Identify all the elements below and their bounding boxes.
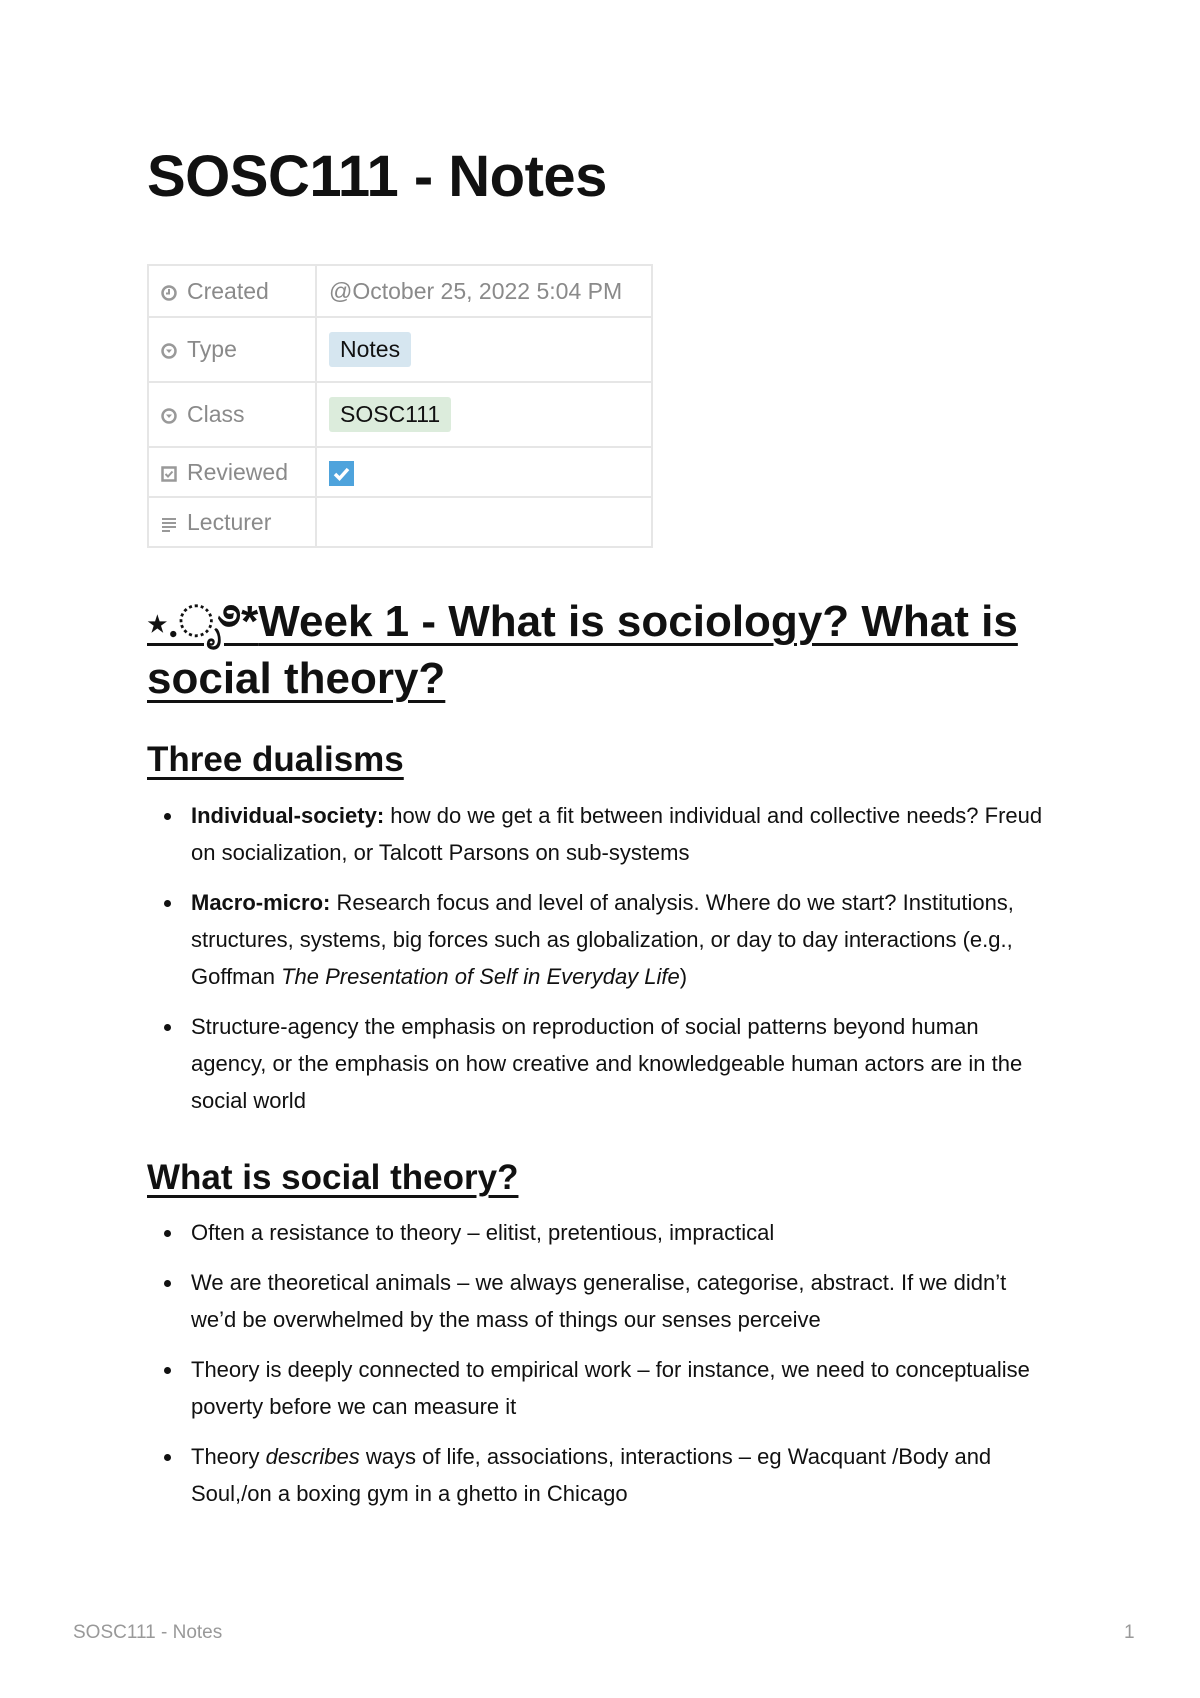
decorative-emoji: ⋆.ೃ࿔* xyxy=(147,597,259,646)
select-icon xyxy=(161,408,177,424)
page-title: SOSC111 - Notes xyxy=(147,144,607,209)
reviewed-checkbox[interactable] xyxy=(329,461,354,486)
section-heading-social-theory: What is social theory? xyxy=(147,1158,519,1197)
checkmark-icon xyxy=(329,461,354,486)
class-tag[interactable]: SOSC111 xyxy=(329,397,451,432)
property-label: Reviewed xyxy=(187,458,288,485)
property-label: Type xyxy=(187,336,237,362)
week-heading xyxy=(147,593,1047,707)
property-label: Created xyxy=(187,277,269,304)
property-row-class xyxy=(148,382,652,447)
list-item: Theory describes ways of life, associations, interactions – eg Wacquant /Body and Soul,/on a boxing gym in a ghetto in Chicago xyxy=(147,1438,1047,1512)
list-item: Often a resistance to theory – elitist, pretentious, impractical xyxy=(147,1214,1047,1251)
list-item: Structure-agency the emphasis on reproduction of social patterns beyond human agency, or the emphasis on how creative and knowledgeable human actors are in the social world xyxy=(147,1008,1047,1119)
property-label: Class xyxy=(187,401,245,427)
type-tag[interactable]: Notes xyxy=(329,332,411,367)
week-heading-text: Week 1 - What is sociology? What is social theory? xyxy=(147,597,1018,703)
checkbox-icon xyxy=(161,466,177,482)
properties-table xyxy=(147,264,653,548)
dualisms-list xyxy=(147,797,1047,1132)
footer-title: SOSC111 - Notes xyxy=(73,1622,223,1643)
clock-icon xyxy=(161,285,177,301)
text-lines-icon xyxy=(161,516,177,532)
social-theory-list xyxy=(147,1214,1047,1525)
property-row-created xyxy=(148,265,652,317)
property-label: Lecturer xyxy=(187,508,272,535)
page-number: 1 xyxy=(1124,1622,1135,1643)
property-row-lecturer xyxy=(148,497,652,547)
created-value[interactable]: @October 25, 2022 5:04 PM xyxy=(316,265,652,317)
list-item: Individual-society: how do we get a fit between individual and collective needs? Freud on socialization, or Talcott Parsons on sub-systems xyxy=(147,797,1047,871)
select-icon xyxy=(161,343,177,359)
list-item: Macro-micro: Research focus and level of analysis. Where do we start? Institutions, structures, systems, big forces such as globalization, or day to day interactions (e.g., Goffman The Presentation of Self in Everyday Life) xyxy=(147,884,1047,995)
property-row-type xyxy=(148,317,652,382)
section-heading-dualisms: Three dualisms xyxy=(147,740,404,779)
lecturer-value[interactable] xyxy=(316,497,652,547)
list-item: We are theoretical animals – we always generalise, categorise, abstract. If we didn’t we’d be overwhelmed by the mass of things our senses perceive xyxy=(147,1264,1047,1338)
property-row-reviewed xyxy=(148,447,652,497)
list-item: Theory is deeply connected to empirical work – for instance, we need to conceptualise poverty before we can measure it xyxy=(147,1351,1047,1425)
